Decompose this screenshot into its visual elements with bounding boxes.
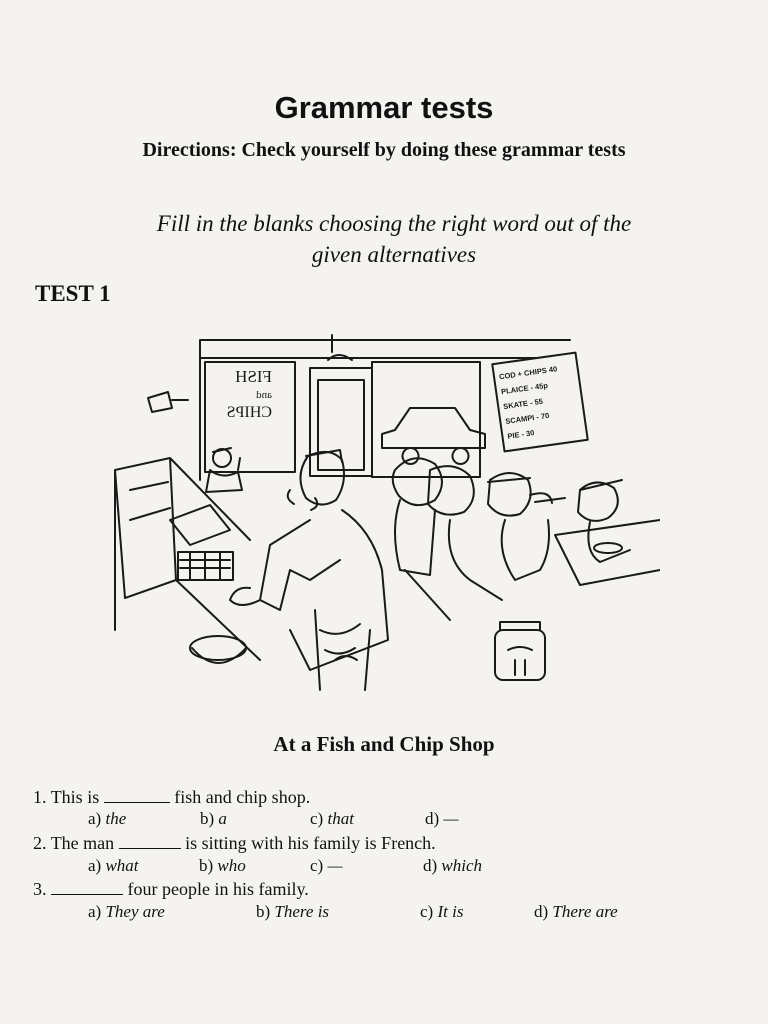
option-c[interactable]: c) — bbox=[310, 856, 343, 875]
instruction-line-1: Fill in the blanks choosing the right word out of the bbox=[156, 211, 632, 236]
window-sign-line-1: FISH bbox=[235, 367, 272, 386]
test-label: TEST 1 bbox=[35, 281, 111, 306]
option-d[interactable]: d) which bbox=[423, 856, 483, 875]
price-board-line: PIE - 30 bbox=[506, 428, 535, 441]
option-b[interactable]: b) who bbox=[199, 856, 246, 875]
price-board-line: SCAMPI - 70 bbox=[504, 410, 550, 426]
option-a[interactable]: a) the bbox=[88, 809, 127, 828]
fish-chip-shop-illustration bbox=[110, 330, 660, 695]
question-number: 1. bbox=[33, 787, 47, 807]
directions-text: Directions: Check yourself by doing these grammar tests bbox=[142, 139, 626, 161]
question-number: 3. bbox=[33, 879, 47, 899]
page-title: Grammar tests bbox=[274, 90, 494, 125]
option-d[interactable]: d) — bbox=[425, 809, 459, 828]
question-text-after: fish and chip shop. bbox=[174, 787, 311, 807]
price-board bbox=[492, 353, 587, 452]
question-text-before: The man bbox=[50, 833, 115, 853]
option-a[interactable]: a) They are bbox=[88, 902, 165, 921]
window-sign-line-3: CHIPS bbox=[226, 404, 272, 421]
question-3 bbox=[33, 879, 309, 900]
question-2 bbox=[33, 833, 436, 854]
option-d[interactable]: d) There are bbox=[534, 902, 618, 921]
instruction-text bbox=[40, 208, 748, 270]
instruction-line-2: given alternatives bbox=[311, 242, 477, 267]
family-figures bbox=[393, 458, 630, 620]
question-number: 2. bbox=[33, 833, 47, 853]
question-1 bbox=[33, 787, 310, 808]
jar bbox=[495, 630, 545, 680]
price-board-line: COD + CHIPS 40 bbox=[498, 364, 558, 382]
story-title: At a Fish and Chip Shop bbox=[273, 732, 495, 756]
question-text-before: This is bbox=[50, 787, 100, 807]
answer-blank[interactable] bbox=[51, 879, 123, 895]
question-text-after: four people in his family. bbox=[127, 879, 309, 899]
price-board-line: PLAICE - 45p bbox=[500, 380, 549, 397]
answer-blank[interactable] bbox=[104, 787, 170, 803]
option-a[interactable]: a) what bbox=[88, 856, 139, 875]
option-c[interactable]: c) that bbox=[310, 809, 354, 828]
option-c[interactable]: c) It is bbox=[420, 902, 464, 921]
window-sign-line-2: and bbox=[256, 389, 272, 401]
option-b[interactable]: b) There is bbox=[256, 902, 330, 921]
price-board-line: SKATE - 55 bbox=[502, 396, 544, 412]
option-b[interactable]: b) a bbox=[200, 809, 227, 828]
answer-blank[interactable] bbox=[119, 833, 181, 849]
question-text-after: is sitting with his family is French. bbox=[185, 833, 436, 853]
